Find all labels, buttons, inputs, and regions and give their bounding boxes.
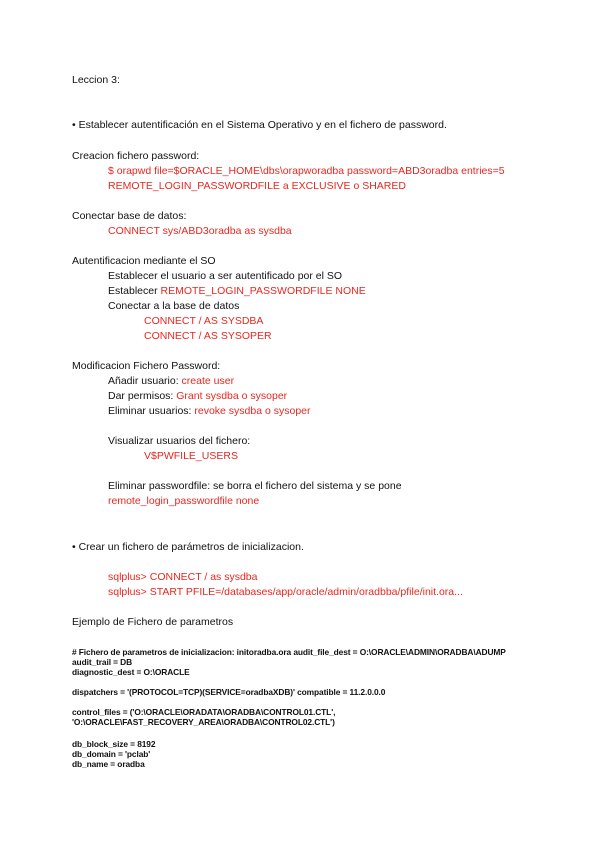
establecer-remote-login — [108, 285, 366, 298]
remote-login-none: REMOTE_LOGIN_PASSWORDFILE NONE — [160, 285, 366, 297]
dar-permisos — [108, 390, 287, 403]
param-line-5: control_files = ('O:\ORACLE\ORADATA\ORADBA\CONTROL01.CTL', — [72, 707, 336, 717]
connect-sys-command: CONNECT sys/ABD3oradba as sysdba — [108, 225, 292, 237]
pwfile-users: V$PWFILE_USERS — [144, 450, 238, 462]
anadir-label: Añadir usuario: — [108, 375, 182, 387]
lesson-title: Leccion 3: — [72, 74, 120, 86]
bullet-os-auth: • Establecer autentificación en el Sistema Operativo y en el fichero de password. — [72, 119, 447, 131]
modificacion-heading: Modificacion Fichero Password: — [72, 360, 221, 372]
create-user: create user — [181, 375, 235, 387]
connect-as-sysdba: CONNECT / AS SYSDBA — [144, 315, 264, 327]
autentificacion-heading: Autentificacion mediante el SO — [72, 255, 216, 267]
param-line-1: # Fichero de parametros de inicializacion: initoradba.ora audit_file_dest = O:\ORACLE\ADMIN\ORADBA\ADUMP — [72, 647, 506, 657]
eliminar-usuarios — [108, 405, 311, 418]
sqlplus-start-pfile: sqlplus> START PFILE=/databases/app/oracle/admin/oradbba/pfile/init.ora... — [108, 586, 463, 598]
establecer-usuario: Establecer el usuario a ser autentificado por el SO — [108, 270, 343, 282]
grant-sysdba: Grant sysdba o sysoper — [176, 390, 288, 402]
establecer-prefix: Establecer — [108, 285, 161, 297]
eliminar-passwordfile: Eliminar passwordfile: se borra el fichero del sistema y se pone — [108, 480, 402, 492]
remote-login-passwordfile-none: remote_login_passwordfile none — [108, 495, 260, 507]
param-line-2: audit_trail = DB — [72, 657, 133, 667]
eliminar-label: Eliminar usuarios: — [108, 405, 195, 417]
connect-as-sysoper: CONNECT / AS SYSOPER — [144, 330, 272, 342]
param-line-3: diagnostic_dest = O:\ORACLE — [72, 667, 190, 677]
revoke-sysdba: revoke sysdba o sysoper — [194, 405, 311, 417]
conectar-base: Conectar a la base de datos — [108, 300, 240, 312]
param-line-9: db_name = oradba — [72, 759, 145, 769]
param-line-4: dispatchers = '(PROTOCOL=TCP)(SERVICE=oradbaXDB)' compatible = 11.2.0.0.0 — [72, 687, 386, 697]
sqlplus-connect: sqlplus> CONNECT / as sysdba — [108, 571, 258, 583]
conectar-heading: Conectar base de datos: — [72, 210, 187, 222]
permisos-label: Dar permisos: — [108, 390, 177, 402]
param-line-8: db_domain = 'pclab' — [72, 749, 151, 759]
param-line-6: 'O:\ORACLE\FAST_RECOVERY_AREA\ORADBA\CONTROL02.CTL') — [72, 717, 335, 727]
creacion-heading: Creacion fichero password: — [72, 150, 200, 162]
ejemplo-heading: Ejemplo de Fichero de parametros — [72, 616, 234, 628]
anadir-usuario — [108, 375, 234, 388]
remote-login-exclusive: REMOTE_LOGIN_PASSWORDFILE a EXCLUSIVE o SHARED — [108, 180, 406, 192]
bullet-parametros: • Crear un fichero de parámetros de inicializacion. — [72, 541, 304, 553]
visualizar-usuarios: Visualizar usuarios del fichero: — [108, 435, 251, 447]
orapwd-command: $ orapwd file=$ORACLE_HOME\dbs\orapworadba password=ABD3oradba entries=5 — [108, 165, 505, 177]
param-line-7: db_block_size = 8192 — [72, 739, 156, 749]
